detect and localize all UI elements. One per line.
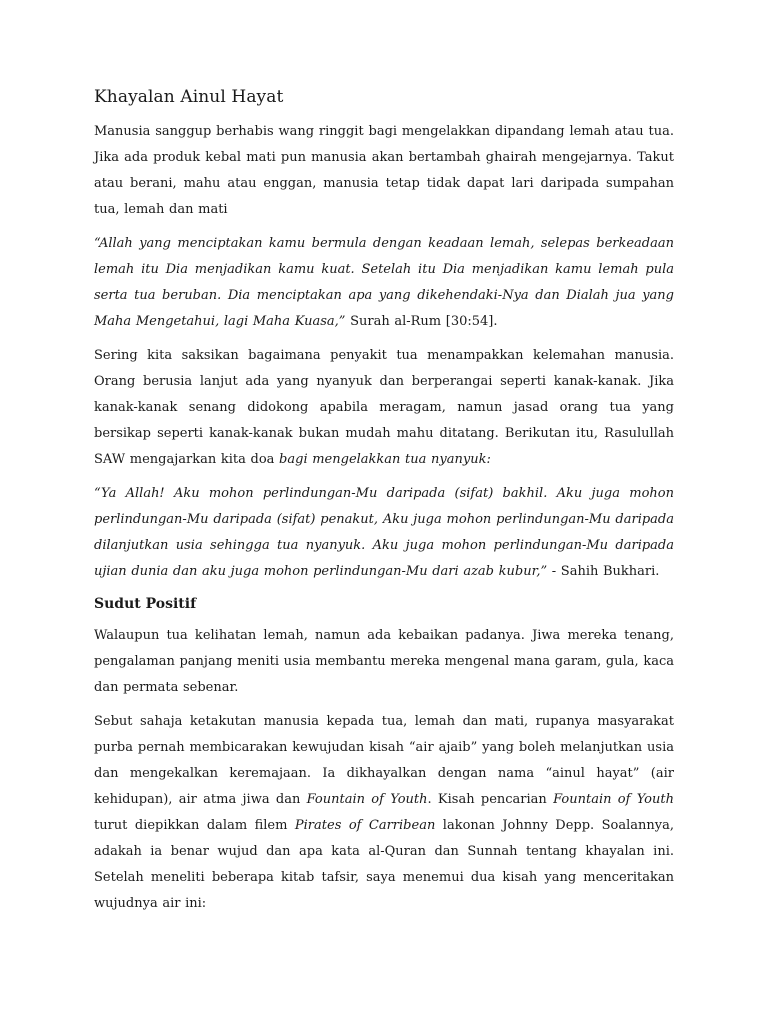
italic-term: Fountain of Youth: [553, 792, 674, 807]
quote-source: Surah al-Rum [30:54].: [350, 314, 498, 329]
italic-term: Fountain of Youth: [306, 792, 428, 807]
quote-text: “Allah yang menciptakan kamu bermula dengan keadaan lemah, selepas berkeadaan lemah itu Dia menjadikan kamu kuat. Setelah itu Dia menjadikan kamu lemah pula serta tua beruban. Dia menciptakan apa yang dikehendaki-Nya dan Dialah jua yang Maha Mengetahui, lagi Maha Kuasa,”: [94, 236, 674, 329]
quote-source: - Sahih Bukhari.: [551, 564, 660, 579]
article-title: Khayalan Ainul Hayat: [94, 87, 284, 107]
paragraph-text: . Kisah pencarian: [427, 792, 547, 807]
paragraph-text: turut diepikkan dalam filem: [94, 818, 288, 833]
paragraph-text: lakonan Johnny Depp. Soalannya, adakah ia benar wujud dan apa kata al-Quran dan Sunnah tentang khayalan ini. Setelah meneliti beberapa kitab tafsir, saya menemui dua kisah yang menceritakan wujudnya air ini:: [94, 818, 674, 911]
paragraph-ainul-hayat: [94, 709, 674, 917]
paragraph-text: Sebut sahaja ketakutan manusia kepada tua, lemah dan mati, rupanya masyarakat purba pernah membicarakan kewujudan kisah “air ajaib” yang boleh melanjutkan usia dan mengekalkan keremajaan. Ia dikhayalkan dengan nama “ainul hayat” (air kehidupan), air atma jiwa dan: [94, 714, 674, 807]
quote-text: “Ya Allah! Aku mohon perlindungan-Mu daripada (sifat) bakhil. Aku juga mohon perlindungan-Mu daripada (sifat) penakut, Aku juga mohon perlindungan-Mu daripada dilanjutkan usia sehingga tua nyanyuk. Aku juga mohon perlindungan-Mu daripada ujian dunia dan aku juga mohon perlindungan-Mu dari azab kubur,”: [94, 486, 674, 579]
quote-doa: [94, 481, 674, 585]
paragraph-text: Sering kita saksikan bagaimana penyakit tua menampakkan kelemahan manusia. Orang berusia lanjut ada yang nyanyuk dan berperangai seperti kanak-kanak. Jika kanak-kanak senang didokong apabila meragam, namun jasad orang tua yang bersikap seperti kanak-kanak bukan mudah mahu ditatang. Berikutan itu, Rasulullah SAW mengajarkan kita doa: [94, 348, 674, 467]
paragraph-intro: Manusia sanggup berhabis wang ringgit bagi mengelakkan dipandang lemah atau tua. Jika ada produk kebal mati pun manusia akan bertambah ghairah mengejarnya. Takut atau berani, mahu atau enggan, manusia tetap tidak dapat lari daripada sumpahan tua, lemah dan mati: [94, 124, 674, 217]
quote-surah-al-rum: [94, 231, 674, 335]
italic-film-title: Pirates of Carribean: [294, 818, 436, 833]
section-heading: Sudut Positif: [94, 596, 197, 612]
paragraph-sudut-positif: Walaupun tua kelihatan lemah, namun ada kebaikan padanya. Jiwa mereka tenang, pengalaman panjang meniti usia membantu mereka mengenal mana garam, gula, kaca dan permata sebenar.: [94, 628, 674, 695]
paragraph-penyakit-tua: [94, 343, 674, 473]
paragraph-italic-text: bagi mengelakkan tua nyanyuk:: [279, 452, 491, 467]
